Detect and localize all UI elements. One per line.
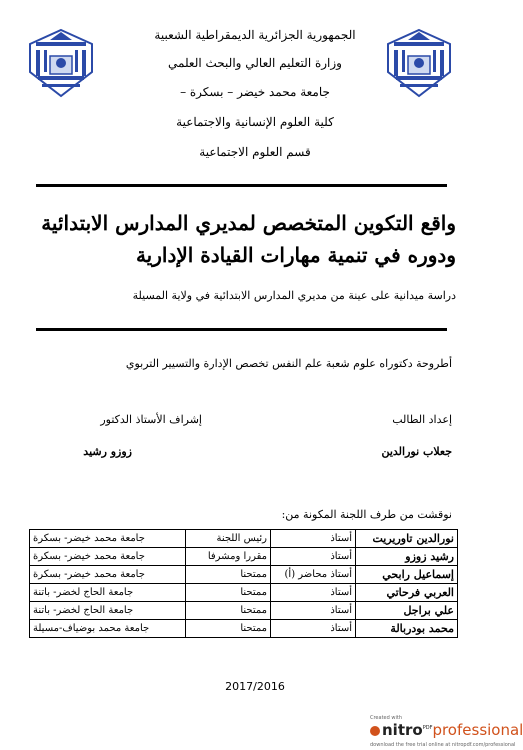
member-role: ممتحنا — [186, 620, 271, 638]
top-divider — [36, 184, 447, 187]
member-rank: أستاذ — [271, 584, 356, 602]
thesis-note: أطروحة دكتوراه علوم شعبة علم النفس تخصص الإدارة والتسيير التربوي — [125, 357, 452, 370]
watermark-brand — [370, 721, 523, 739]
thesis-subtitle: دراسة ميدانية على عينة من مديري المدارس الابتدائية في ولاية المسيلة — [132, 289, 456, 302]
committee-row — [30, 620, 458, 638]
watermark-brand-sup: PDF — [422, 725, 433, 731]
header-university: جامعة محمد خيضر – بسكرة – — [180, 85, 330, 99]
thesis-title-line1: واقع التكوين المتخصص لمديري المدارس الابتدائية — [41, 211, 456, 235]
member-rank: أستاذ — [271, 602, 356, 620]
committee-row — [30, 548, 458, 566]
header-department: قسم العلوم الاجتماعية — [199, 145, 311, 159]
member-rank: أستاذ — [271, 548, 356, 566]
member-role: ممتحنا — [186, 584, 271, 602]
supervisor-name: زوزو رشيد — [83, 445, 132, 458]
member-name: علي براجل — [356, 602, 458, 620]
watermark-brand-a: nitro — [382, 721, 423, 739]
committee-table — [29, 529, 458, 638]
member-university: جامعة محمد بوضياف-مسيلة — [30, 620, 186, 638]
nitro-watermark — [370, 715, 523, 750]
committee-row — [30, 584, 458, 602]
academic-year: 2017/2016 — [225, 680, 285, 693]
member-university: جامعة الحاج لخضر- باتنة — [30, 602, 186, 620]
member-university: جامعة محمد خيضر- بسكرة — [30, 530, 186, 548]
student-label: إعداد الطالب — [392, 413, 452, 426]
member-role: رئيس اللجنة — [186, 530, 271, 548]
member-name: إسماعيل رابحي — [356, 566, 458, 584]
member-name: رشيد زوزو — [356, 548, 458, 566]
member-university: جامعة الحاج لخضر- باتنة — [30, 584, 186, 602]
member-university: جامعة محمد خيضر- بسكرة — [30, 566, 186, 584]
member-university: جامعة محمد خيضر- بسكرة — [30, 548, 186, 566]
student-name: جعلاب نورالدين — [381, 445, 452, 458]
member-name: محمد بودربالة — [356, 620, 458, 638]
bottom-divider — [36, 328, 447, 331]
header-ministry: وزارة التعليم العالي والبحث العلمي — [168, 56, 342, 70]
member-role: ممتحنا — [186, 566, 271, 584]
member-role: ممتحنا — [186, 602, 271, 620]
supervisor-label: إشراف الأستاذ الدكتور — [100, 413, 202, 426]
member-rank: أستاذ — [271, 530, 356, 548]
committee-row — [30, 530, 458, 548]
watermark-brand-b: professional — [432, 721, 523, 739]
header-faculty: كلية العلوم الإنسانية والاجتماعية — [176, 115, 334, 129]
watermark-created-with: Created with — [370, 715, 402, 721]
thesis-title-line2: ودوره في تنمية مهارات القيادة الإدارية — [135, 243, 456, 267]
committee-row — [30, 566, 458, 584]
header-country: الجمهورية الجزائرية الديمقراطية الشعبية — [154, 28, 356, 42]
nitro-logo-icon — [370, 726, 380, 736]
committee-row — [30, 602, 458, 620]
watermark-download: download the free trial online at nitropdf.com/professional — [370, 742, 516, 748]
member-name: نورالدين تاوريريت — [356, 530, 458, 548]
member-role: مقررا ومشرفا — [186, 548, 271, 566]
committee-label: نوقشت من طرف اللجنة المكونة من: — [281, 508, 452, 521]
member-rank: أستاذ — [271, 620, 356, 638]
member-rank: أستاذ محاضر (أ) — [271, 566, 356, 584]
member-name: العربي فرحاتي — [356, 584, 458, 602]
